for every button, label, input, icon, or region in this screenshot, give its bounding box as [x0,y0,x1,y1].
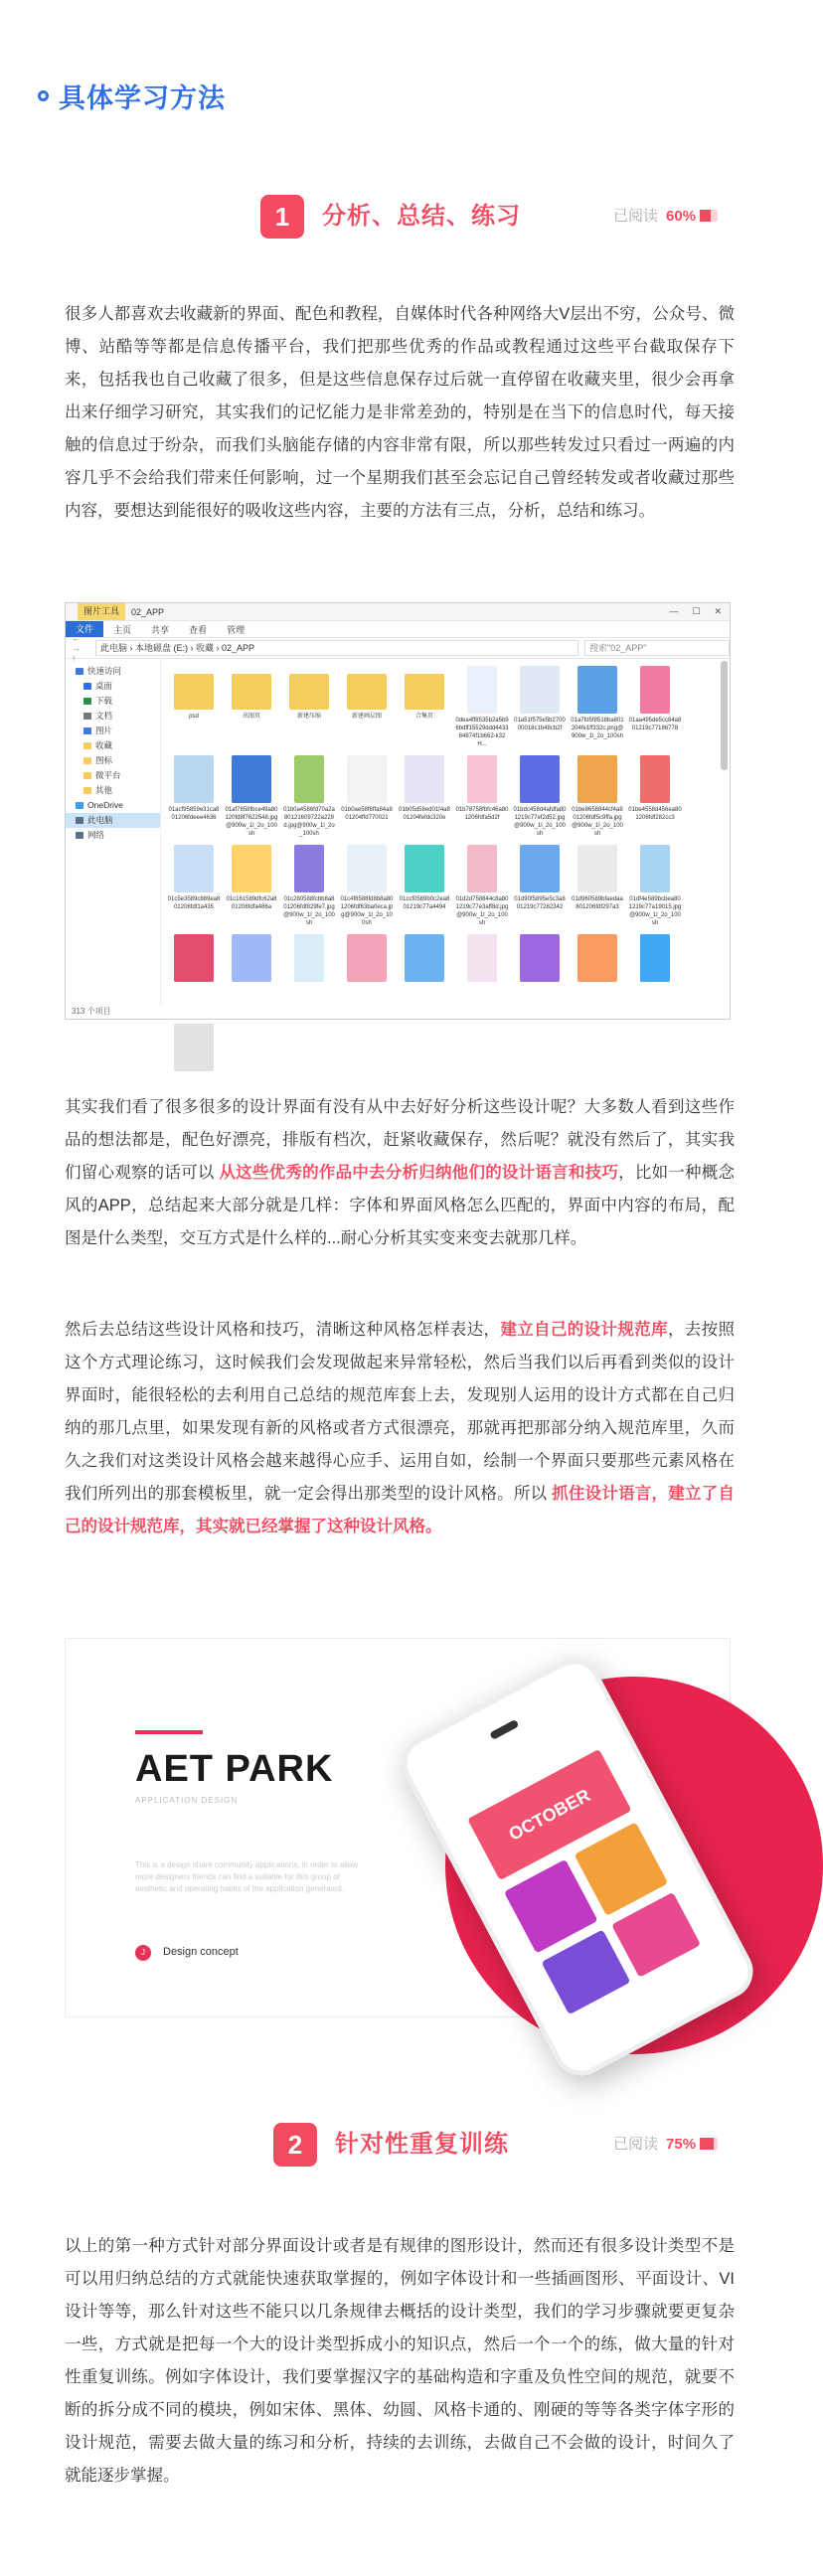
section-title: 针对性重复训练 [335,2131,509,2158]
image-thumbnail [520,934,560,982]
folder-icon [83,742,91,749]
file-item[interactable] [223,934,280,1024]
page-header [38,78,226,113]
logo-accent-bar [135,1730,203,1734]
explorer-status: 313 个项目 [72,1007,111,1016]
highlight-text: 从这些优秀的作品中去分析归纳他们的设计语言和技巧 [219,1164,619,1182]
sidebar-item[interactable]: 文档 [66,709,160,724]
image-thumbnail [294,845,324,892]
page-title: 具体学习方法 [59,82,226,113]
design-concept-label: Design concept [163,1946,239,1958]
file-item[interactable] [569,934,626,1024]
image-thumbnail [467,666,497,714]
sidebar-item[interactable]: OneDrive [66,798,160,813]
folder-icon [347,674,387,710]
image-thumbnail [467,755,497,803]
sidebar-item[interactable]: 下载 [66,694,160,709]
nav-arrows-icon: ← → ↑ [72,633,84,663]
design-concept-image [65,1638,731,2017]
section-number: 2 [273,2123,317,2167]
folder-item[interactable]: psd [165,666,223,755]
ribbon-tab[interactable]: 管理 [227,624,246,635]
image-thumbnail [347,845,387,892]
circle-bullet-icon [38,90,49,101]
explorer-ribbon [66,621,730,638]
highlight-text: 抓住设计语言，建立了自己的设计规范库，其实就已经掌握了这种设计风格。 [65,1485,735,1535]
file-item[interactable] [626,934,684,1024]
paragraph-training: 以上的第一种方式针对部分界面设计或者是有规律的图形设计，然而还有很多设计类型不是可以用归纳总结的方式就能快速获取掌握的，例如字体设计和一些插画图形、平面设计、VI设计等等，那么针对这些不能只以几条规律去概括的设计类型，我们的学习步骤就要更复杂一些，方式就是把每一个大的设计类型拆成小的知识点，然后一个一个的练，做大量的针对性重复训练。例如字体设计，我们要掌握汉字的基础构造和字重及负性空间的规范，就要不断的拆分成不同的模块，例如宋体、黑体、幼圆、风格卡通的、刚硬的等等各类字体字形的设计规范，需要去做大量的练习和分析，持续的去训练，去做自己不会做的设计，时间久了就能逐步掌握。 [65,2237,735,2485]
section-1-header [0,195,795,239]
image-thumbnail [467,934,497,982]
file-item[interactable]: 01bdc458d4afdfa801219c77ef2d52.jpg@900w_1l_2o_100sh [511,755,569,845]
file-item[interactable]: 01a51f575e5b270000018c1b48cb2f [511,666,569,755]
read-progress [613,2123,718,2167]
folder-item[interactable]: 出图页 [223,666,280,755]
file-item[interactable]: 0dea4ff8535b2a5b96bdff15529ddd443384874f1b662-k32H... [453,666,511,755]
folder-icon [83,683,91,690]
explorer-file-grid [161,658,730,1005]
file-item[interactable] [453,934,511,1024]
folder-item[interactable]: 新建画层图 [338,666,396,755]
text: 然后去总结这些设计风格和技巧，清晰这种风格怎样表达， [65,1321,501,1339]
image-thumbnail [232,845,271,892]
folder-icon [83,698,91,705]
image-thumbnail [347,934,387,982]
image-thumbnail [577,666,617,714]
ribbon-tab[interactable]: 文件 [66,621,103,637]
folder-item[interactable]: 新建压缩 [280,666,338,755]
explorer-titlebar [66,603,730,621]
file-item[interactable]: 01be4558d456ea801206fdf282cc3 [626,755,684,845]
image-thumbnail [640,845,670,892]
address-path: 此电脑 › 本地磁盘 (E:) › 收藏 › 02_APP [95,640,578,656]
image-thumbnail [577,934,617,982]
image-thumbnail [640,755,670,803]
explorer-search: 搜索"02_APP" [584,640,730,656]
image-thumbnail [405,845,444,892]
image-thumbnail [174,845,214,892]
folder-icon [83,757,91,764]
file-item[interactable] [511,934,569,1024]
image-thumbnail [232,755,271,803]
progress-bar-icon [700,210,718,222]
sidebar-item[interactable]: 网络 [66,828,160,843]
paragraph-intro: 很多人都喜欢去收藏新的界面、配色和教程，自媒体时代各种网络大V层出不穷，公众号、微博、站酷等等都是信息传播平台，我们把那些优秀的作品或教程通过这些平台截取保存下来，包括我也自己收藏了很多，但是这些信息保存过后就一直停留在收藏夹里，很少会再拿出来仔细学习研究，其实我们的记忆能力是非常差劲的，特别是在当下的信息时代，每天接触的信息过于纷杂，而我们头脑能存储的内容非常有限，所以那些转发过只看过一两遍的内容几乎不会给我们带来任何影响，过一个星期我们甚至会忘记自己曾经转发或者收藏过那些内容，要想达到能很好的吸收这些内容，主要的方法有三点，分析，总结和练习。 [65,305,735,520]
image-thumbnail [405,755,444,803]
file-item[interactable]: 01aa495de5cc84a801219c77186778 [626,666,684,755]
section-title: 分析、总结、练习 [322,203,521,230]
file-item[interactable]: 01d2d758844c8a801219c77e3aff8d.jpg@900w_1l_2o_100sh [453,845,511,934]
minimize-icon: — [669,606,679,616]
image-thumbnail [640,934,670,982]
image-thumbnail [232,934,271,982]
explorer-address-bar [66,633,730,663]
paragraph-analysis [65,1091,735,1255]
file-item[interactable]: 01ccf0589b0c2ea801219c77a4494 [396,845,453,934]
image-thumbnail [520,666,560,714]
close-icon: ✕ [714,606,722,616]
design-description: This is a design share community applications, in order to allow more designers friends can find a suitable for this group of aesthetic and operating habits of the application generated. [135,1860,359,1893]
file-explorer-screenshot [65,602,731,1020]
logo-subtitle: APPLICATION DESIGN [135,1796,239,1805]
section-number: 1 [260,195,304,239]
folder-icon [174,674,214,710]
section-2-header [0,2123,795,2167]
folder-icon [76,802,83,809]
folder-icon [83,713,91,720]
sidebar-item[interactable]: 图片 [66,724,160,738]
file-item[interactable]: 01be8658844cf4a801206fdf5c9ffa.jpg@900w_1l_2o_100sh [569,755,626,845]
file-item[interactable] [396,934,453,1024]
file-item[interactable]: 01df4e589bcbea801219c77a19015.jpg@900w_1l_2o_100sh [626,845,684,934]
file-item[interactable]: 01af7858fbce49a80120fd8f7622548.jpg@900w_1l_2o_100sh [223,755,280,845]
explorer-sidebar [66,658,161,1005]
read-label: 已阅读 [613,208,659,225]
file-item[interactable]: 01c161589dfc62a801206fdfa486a [223,845,280,934]
paragraph-summary [65,1314,735,1543]
text: ，去按照这个方式理论练习，这时候我们会发现做起来异常轻松，然后当我们以后再看到类似的设计界面时，能很轻松的去利用自己总结的规范库套上去，发现别人运用的设计方式都在自己归纳的那几点里，如果发现有新的风格或者方式很漂亮，那就再把那部分纳入规范库里，久而久之我们对这类设计风格会越来越得心应手、运用自如，绘制一个界面只要那些元素风格在我们所列出的那套模板里，就一定会得出那类型的设计风格。所以 [65,1321,736,1503]
folder-icon [76,817,83,824]
phone-screen-title: OCTOBER [467,1749,631,1880]
image-thumbnail [405,934,444,982]
ribbon-tab[interactable]: 查看 [189,624,208,635]
read-percent: 75% [666,2136,697,2153]
maximize-icon: ☐ [692,606,701,616]
read-progress [613,195,718,239]
file-item[interactable]: 01acf95859e31ca801206fdeee4636 [165,755,223,845]
read-percent: 60% [666,208,697,225]
concept-badge-icon: J [135,1945,151,1961]
image-thumbnail [174,755,214,803]
sidebar-item[interactable]: 此电脑 [66,813,160,828]
progress-bar-icon [700,2138,718,2150]
sidebar-item[interactable]: 图标 [66,753,160,768]
image-thumbnail [577,755,617,803]
folder-icon [232,674,271,710]
file-item[interactable]: 01c5e3589c889ea801206fdf1a435 [165,845,223,934]
read-label: 已阅读 [613,2136,659,2153]
file-item[interactable]: 01d90f5895e5c3a801219c77282342 [511,845,569,934]
file-item[interactable]: 01d960589bfaedaa801206fdf297a3 [569,845,626,934]
sidebar-item[interactable]: 收藏 [66,738,160,753]
file-item[interactable] [280,934,338,1024]
explorer-scrollbar [721,661,728,770]
image-thumbnail [347,755,387,803]
ribbon-tab[interactable]: 主页 [113,624,132,635]
image-thumbnail [520,845,560,892]
folder-icon [83,727,91,734]
sidebar-item[interactable]: 其他 [66,783,160,798]
image-thumbnail [467,845,497,892]
highlight-text: 建立自己的设计规范库 [500,1321,668,1339]
file-item[interactable]: 01b0a4586fd70a2a80121609722a229d.jpg@900w_1l_2o_100sh [280,755,338,845]
folder-item[interactable]: 合集页 [396,666,453,755]
image-thumbnail [294,934,324,982]
window-title: 02_APP [131,606,165,617]
folder-icon [83,772,91,779]
aet-park-logo: AET PARK [135,1748,334,1790]
text: 其实我们看了很多很多的设计界面有没有从中去好好分析这些设计呢？大多数人看到这些作品的想法都是，配色好漂亮，排版有档次，赶紧收藏保存，然后呢？就没有然后了，其实我们留心观察的话可以 [65,1098,735,1182]
file-item[interactable]: 01b0ae58f6ffa84a801204ffd770021 [338,755,396,845]
image-thumbnail [520,755,560,803]
ribbon-tab[interactable]: 共享 [151,624,170,635]
folder-icon [83,787,91,794]
image-thumbnail [294,755,324,803]
file-item[interactable]: 01a7fd5f8518ba801204fe1ff332c.png@900w_1l_2o_100sh [569,666,626,755]
picture-tools-tab: 图片工具 [78,603,125,620]
sidebar-item[interactable]: 桌面 [66,679,160,694]
file-item[interactable]: 01b78758fbfc46a801206fdfa5d2f [453,755,511,845]
sidebar-item[interactable]: 微平台 [66,768,160,783]
folder-icon [405,674,444,710]
folder-icon [76,832,83,839]
sidebar-item[interactable]: 快速访问 [66,664,160,679]
file-item[interactable]: 01c280588fcbb8a801206fdf829fe7.jpg@900w_1l_2o_100sh [280,845,338,934]
text: ，比如一种概念风的APP，总结起来大部分就是几样：字体和界面风格怎么匹配的，界面中内容的布局，配图是什么类型，交互方式是什么样的...耐心分析其实变来变去就那几样。 [65,1164,736,1247]
file-item[interactable]: 01c4f8588fd8b8a801206fdf63ba0eca.jpg@900w_1l_2o_100sh [338,845,396,934]
file-item[interactable] [165,934,223,1024]
image-thumbnail [174,934,214,982]
image-thumbnail [577,845,617,892]
folder-icon [289,674,329,710]
file-item[interactable]: 01b05d58ed01f4a801204fefdc320e [396,755,453,845]
file-item[interactable] [338,934,396,1024]
image-thumbnail [640,666,670,714]
folder-icon [76,668,83,675]
image-thumbnail [174,1024,214,1071]
